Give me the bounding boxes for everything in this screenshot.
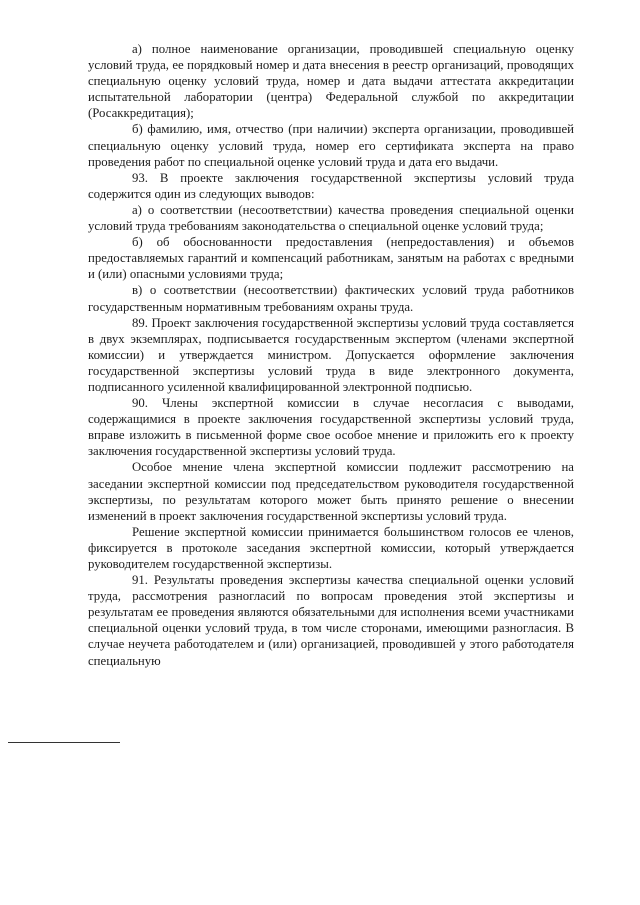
- paragraph-92b: б) фамилию, имя, отчество (при наличии) эксперта организации, проводившей специальную оценку условий труда, номер его сертификата эксперта на право проведения работ по специальной оценке условий труда и дата его выдачи.: [88, 122, 574, 169]
- paragraph-89: 89. Проект заключения государственной экспертизы условий труда составляется в двух экземплярах, подписывается государственным экспертом (членами экспертной комиссии) и утверждается министром. Допускается оформление заключения государственной экспертизы условий труда в виде электронного документа, подписанного усиленной квалифицированной электронной подписью.: [88, 315, 574, 394]
- paragraph-90-decision: Решение экспертной комиссии принимается большинством голосов ее членов, фиксируется в протоколе заседания экспертной комиссии, который утверждается руководителем государственной экспертизы.: [88, 524, 574, 571]
- paragraph-93b: б) об обоснованности предоставления (непредоставления) и объемов предоставляемых гарантий и компенсаций работникам, занятым на работах с вредными и (или) опасными условиями труда;: [88, 235, 574, 282]
- paragraph-90-dissent: Особое мнение члена экспертной комиссии подлежит рассмотрению на заседании экспертной комиссии под председательством руководителя государственной экспертизы, по результатам которого может быть принято решение о внесении изменений в проект заключения государственной экспертизы условий труда.: [88, 460, 574, 523]
- paragraph-93: 93. В проекте заключения государственной экспертизы условий труда содержится один из следующих выводов:: [88, 170, 574, 201]
- footnote-divider: [8, 742, 120, 743]
- paragraph-91: 91. Результаты проведения экспертизы качества специальной оценки условий труда, рассмотрения разногласий по вопросам проведения этой экспертизы и результатам ее проведения являются обязательными для исполнения всеми участниками специальной оценки условий труда, в том числе сторонами, имеющими разногласия. В случае неучета работодателем и (или) организацией, проводившей у этого работодателя специальную: [88, 573, 574, 668]
- paragraph-93c: в) о соответствии (несоответствии) фактических условий труда работников государственным нормативным требованиям охраны труда.: [88, 283, 574, 314]
- paragraph-92a: а) полное наименование организации, проводившей специальную оценку условий труда, ее порядковый номер и дата внесения в реестр организаций, проводящих специальную оценку условий труда, номер и дата выдачи аттестата аккредитации испытательной лаборатории (центра) Федеральной службой по аккредитации (Росаккредитация);: [88, 42, 574, 121]
- paragraph-93a: а) о соответствии (несоответствии) качества проведения специальной оценки условий труда требованиям законодательства о специальной оценке условий труда;: [88, 202, 574, 234]
- document-page: [88, 41, 574, 669]
- paragraph-90: 90. Члены экспертной комиссии в случае несогласия с выводами, содержащимися в проекте заключения государственной экспертизы условий труда, вправе изложить в письменной форме свое особое мнение и приложить его к проекту заключения государственной экспертизы условий труда.: [88, 396, 574, 459]
